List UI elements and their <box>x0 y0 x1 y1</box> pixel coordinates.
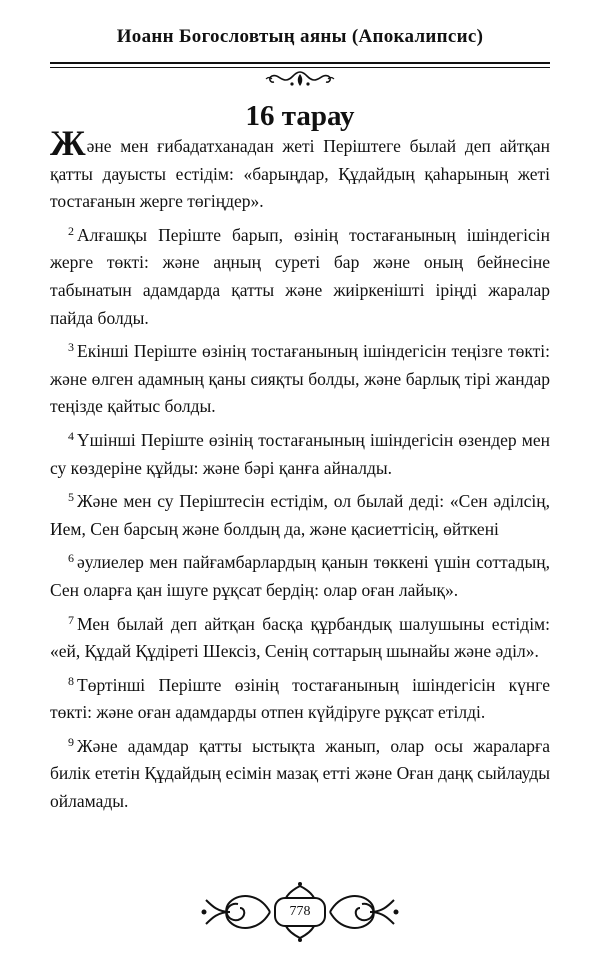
header-rule-thick <box>50 62 550 64</box>
verse-text: әне мен ғибадатханадан жеті Періштеге былай деп айтқан қатты дауысты естідім: «барыңдар, Құдайдың қаһарының жеті тостағанын жерге төгіңдер». <box>50 136 550 212</box>
verse-number: 5 <box>68 490 74 505</box>
drop-cap: Ж <box>50 123 86 163</box>
verse-text: Және мен су Періштесін естідім, ол былай деді: «Сен әділсің, Ием, Сен барсың және болдың да, және қасиеттісің, өйткені <box>50 491 550 539</box>
verse-paragraph <box>50 123 550 216</box>
verse-text: Екінші Періште өзінің тостағанының ішіндегісін теңізге төкті: және өлген адамның қаны сияқты болды, және барлық тірі жандар теңізде қайтыс болды. <box>50 341 550 417</box>
verse-text: Төртінші Періште өзінің тостағанының ішіндегісін күнге төкті: және оған адамдарды отпен күйдіруге рұқсат етілді. <box>50 674 550 723</box>
page-number: 778 <box>289 904 311 919</box>
verse-text: Алғашқы Періште барып, өзінің тостағанының ішіндегісін жерге төкті: және аңның суреті бар және оның бейнесіне табынатын адамдарда қатты және жиіркенішті іріңді жаралар пайда болды. <box>50 224 550 328</box>
chapter-title: 16 тарау <box>245 100 355 132</box>
verse-paragraph <box>50 334 550 421</box>
verse-number: 7 <box>68 612 74 627</box>
verse-number: 4 <box>68 428 74 443</box>
verse-text: әулиелер мен пайғамбарлардың қанын төккені үшін соттадың, Сен оларға қан ішуге рұқсат бердің: олар оған лайық». <box>50 552 550 600</box>
verse-text: Және адамдар қатты ыстықта жанып, олар осы жараларға билік ететін Құдайдың есімін мазақ етті және Оған даңқ сыйлауды ойламады. <box>50 735 550 812</box>
verse-number: 9 <box>68 734 74 749</box>
verse-number: 3 <box>68 340 74 355</box>
verse-paragraph <box>50 218 550 332</box>
verse-number: 2 <box>68 223 74 238</box>
verse-text: Үшінші Періште өзінің тостағанының ішіндегісін өзендер мен су көздеріне құйды: және бәрі қанға айналды. <box>50 429 550 478</box>
verse-paragraph <box>50 607 550 666</box>
verse-number: 8 <box>68 673 74 688</box>
verse-number: 6 <box>68 551 74 566</box>
verse-paragraph <box>50 484 550 543</box>
verse-paragraph <box>50 423 550 482</box>
verse-text: Мен былай деп айтқан басқа құрбандық шалушыны естідім: «ей, Құдай Құдіреті Шексіз, Сенің соттарың шынайы және әділ». <box>50 613 550 662</box>
flourish-ornament-icon <box>262 68 338 90</box>
running-header: Иоанн Богословтың аяны (Апокалипсис) <box>116 26 484 47</box>
verse-paragraph <box>50 668 550 727</box>
verse-paragraph <box>50 545 550 604</box>
verse-paragraph <box>50 729 550 816</box>
scripture-body <box>50 123 550 818</box>
